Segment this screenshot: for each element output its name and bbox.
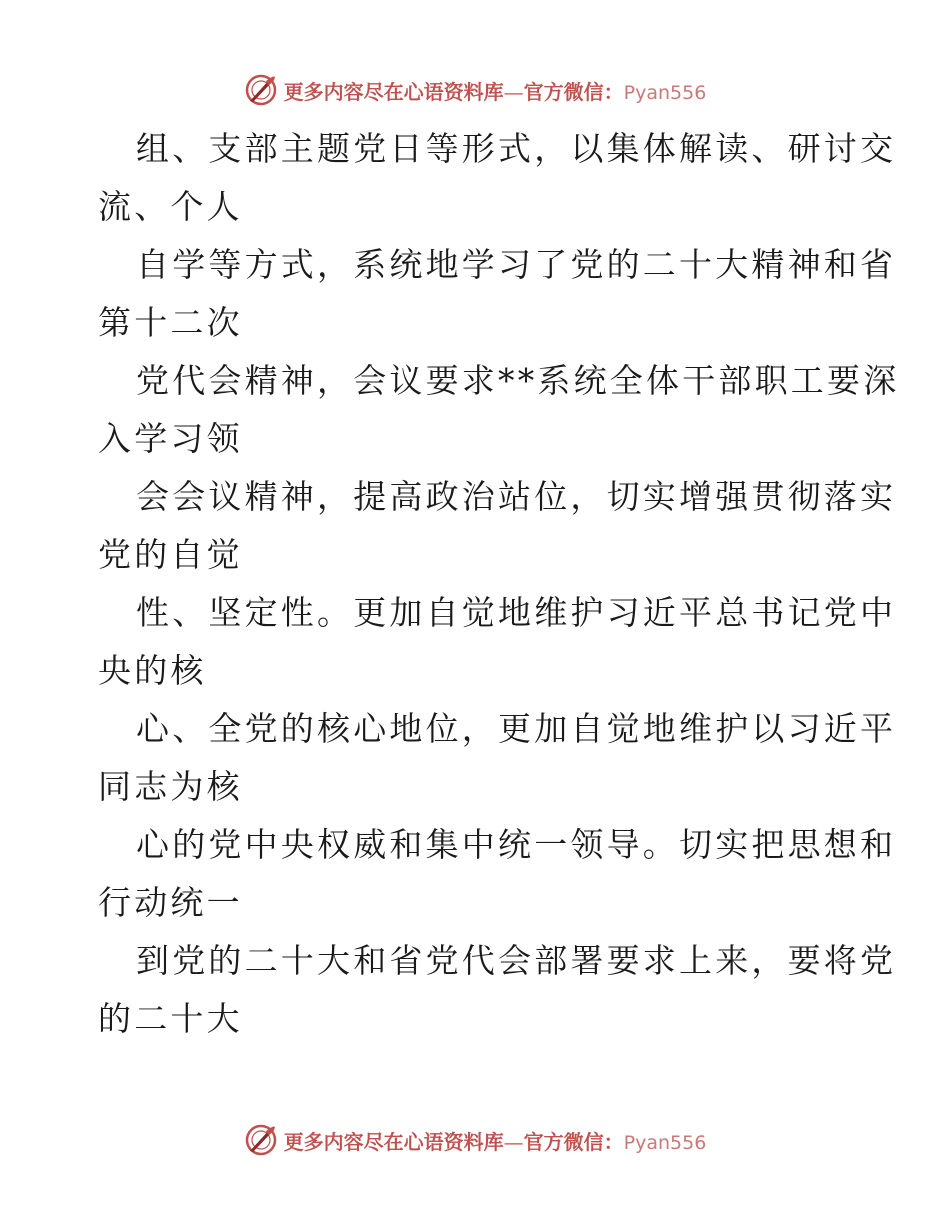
quill-pen-logo-icon [244,1123,278,1157]
body-line-11: 心、全党的核心地位，更加自觉地维护以习近平 [136,709,897,748]
body-line-4: 第十二次 [98,303,243,342]
body-line-16: 的二十大 [98,999,243,1038]
header-banner [0,70,950,110]
body-line-10: 央的核 [98,651,207,690]
banner-separator: — [503,1129,524,1154]
body-line-15: 到党的二十大和省党代会部署要求上来，要将党 [136,941,897,980]
wechat-id: Pyan556 [623,81,707,104]
body-line-7: 会会议精神，提高政治站位，切实增强贯彻落实 [136,477,897,516]
body-line-14: 行动统一 [98,883,243,922]
body-line-13: 心的党中央权威和集中统一领导。切实把思想和 [136,825,897,864]
wechat-label: 官方微信： [523,79,624,104]
body-line-8: 党的自觉 [98,535,243,574]
wechat-id: Pyan556 [623,1131,707,1154]
body-line-5: 党代会精神，会议要求**系统全体干部职工要深 [136,361,900,400]
site-name: 更多内容尽在心语资料库 [283,79,504,104]
body-line-2: 流、个人 [98,187,243,226]
body-line-9: 性、坚定性。更加自觉地维护习近平总书记党中 [136,593,897,632]
wechat-label: 官方微信： [523,1129,624,1154]
body-line-1: 组、支部主题党日等形式，以集体解读、研讨交 [136,129,897,168]
banner-separator: — [503,79,524,104]
quill-pen-logo-icon [244,73,278,107]
document-body [98,120,900,1048]
footer-banner [0,1120,950,1160]
site-name: 更多内容尽在心语资料库 [283,1129,504,1154]
body-line-6: 入学习领 [98,419,243,458]
body-line-3: 自学等方式，系统地学习了党的二十大精神和省 [136,245,897,284]
body-line-12: 同志为核 [98,767,243,806]
